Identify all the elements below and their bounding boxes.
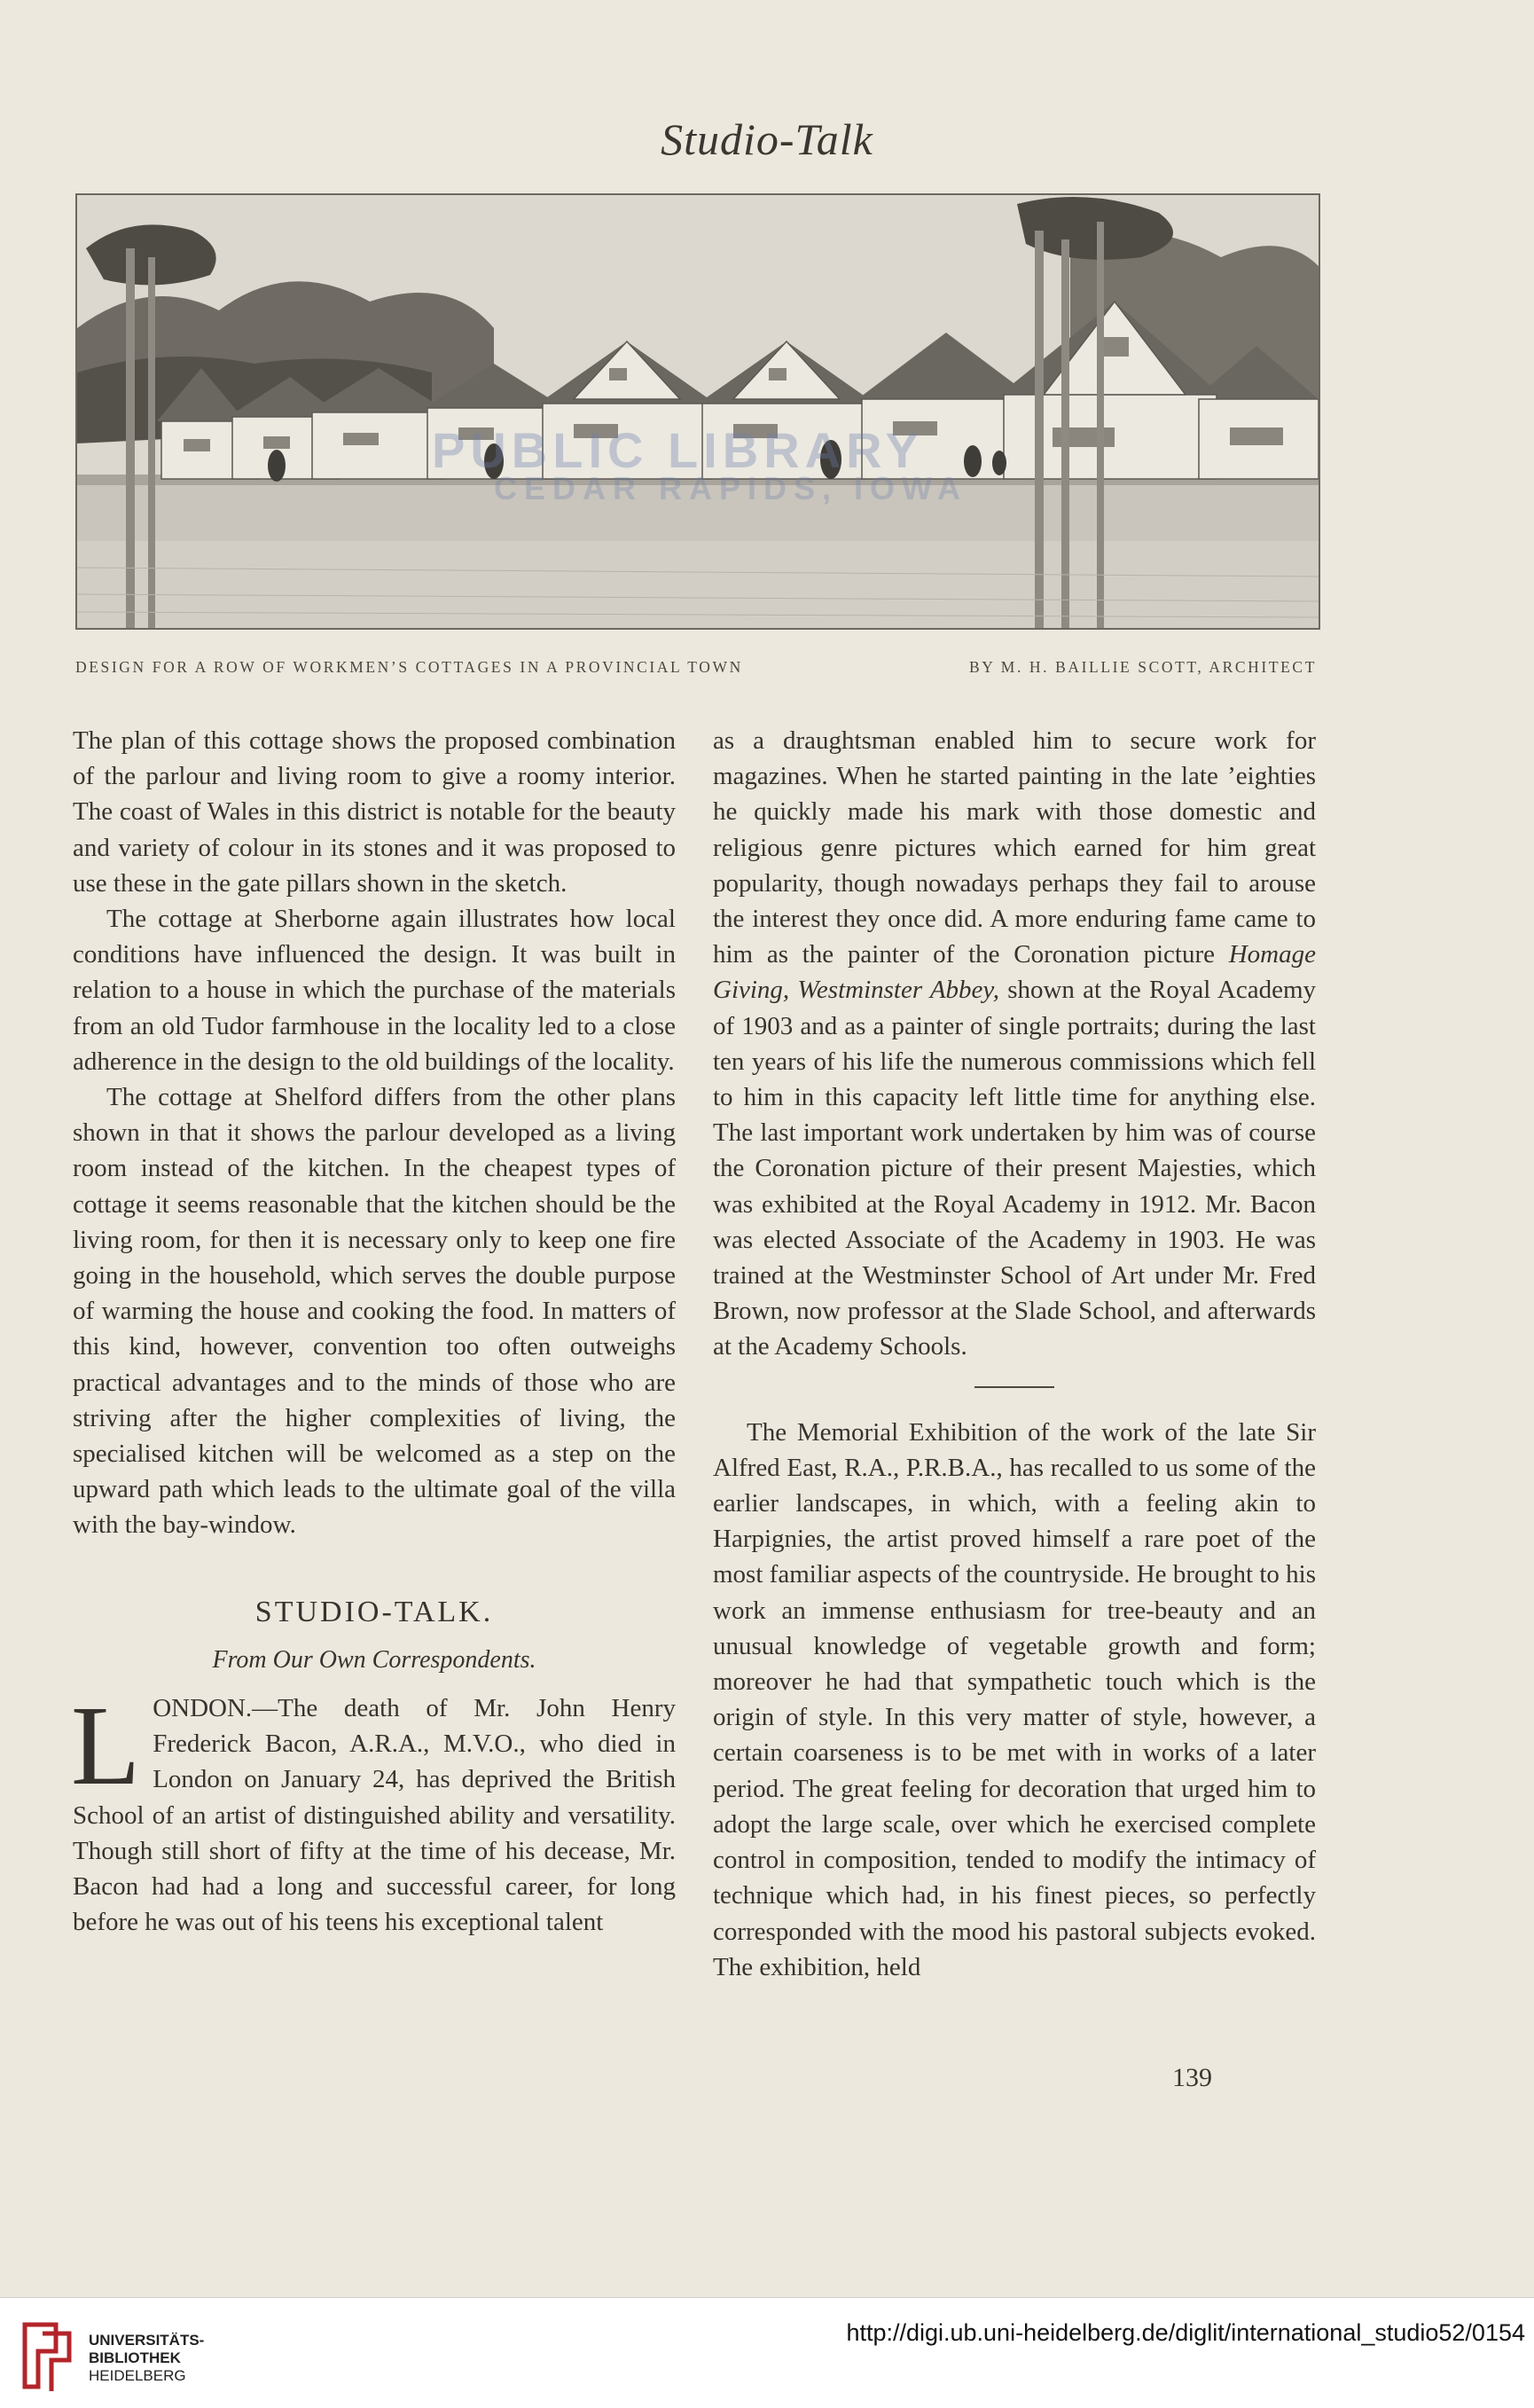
paragraph: The plan of this cottage shows the proposed combination of the parlour and living room to give a roomy interior. The coast of Wales in this district is notable for the beauty and variety of colour in its stones and it was proposed to use these in the gate pillars shown in the sketch. <box>73 726 676 898</box>
figure-caption <box>75 658 1317 677</box>
section-title: STUDIO-TALK. <box>254 1595 494 1628</box>
caption-title: DESIGN FOR A ROW OF WORKMEN’S COTTAGES IN A PROVINCIAL TOWN <box>75 658 743 676</box>
section-subtitle: From Our Own Correspondents. <box>212 1645 536 1674</box>
page-number: 139 <box>1172 2063 1212 2092</box>
paragraph: The cottage at Shelford differs from the other plans shown in that it shows the parlour developed as a living room instead of the kitchen. In the cheapest types of cottage it seems reasonable that the kitchen should be the living room, for then it is necessary only to keep one fire going in the household, which serves the double purpose of warming the house and cooking the food. In matters of this kind, however, convention too often outweighs practical advantages and to the minds of those who are striving after the higher complexities of living, the specialised kitchen will be welcomed as a step on the upward path which leads to the ultimate goal of the villa with the bay-window. <box>73 1083 676 1540</box>
painting-title: Homage Giving, Westminster Abbey, <box>713 940 1316 1005</box>
paragraph: The Memorial Exhibition of the work of the late Sir Alfred East, R.A., P.R.B.A., has recalled to us some of the earlier landscapes, in which, with a feeling akin to Harpignies, the artist proved himself a rare poet of the most familiar aspects of the countryside. He brought to his work an immense enthusiasm for tree-beauty and an unusual knowledge of vegetable growth and form; moreover he had that sympathetic touch which is the origin of style. In this very matter of style, however, a certain coarseness is to be met with in works of a later period. The great feeling for decoration that urged him to adopt the large scale, over which he exercised complete control in composition, tended to modify the intimacy of technique which had, in his finest pieces, so perfectly corresponded with the mood his pastoral subjects evoked. The exhibition, held <box>713 1417 1316 1981</box>
bacon-text-rest: shown at the Royal Academy of 1903 and as a painter of single portraits; during the last ten years of his life the numerous commissions which fell to him in this capacity left little time for anything else. The last important work undertaken by him was of course the Coronation picture of their present Majesties, which was exhibited at the Royal Academy in 1912. Mr. Bacon was elected Associate of the Academy in 1903. He was trained at the Westminster School of Art under Mr. Fred Brown, now professor at the Slade School, and afterwards at the Academy Schools. <box>713 976 1316 1361</box>
cottage-illustration <box>75 193 1320 630</box>
logo-line: UNIVERSITÄTS- <box>89 2332 205 2349</box>
caption-credit: BY M. H. BAILLIE SCOTT, ARCHITECT <box>968 658 1317 676</box>
drop-cap: L <box>71 1682 141 1809</box>
london-paragraph <box>71 1682 676 1940</box>
logo-line: BIBLIOTHEK <box>89 2349 181 2366</box>
logo-line: HEIDELBERG <box>89 2367 186 2384</box>
london-text: ONDON.—The death of Mr. John Henry Frederick Bacon, A.R.A., M.V.O., who died in London on January 24, has deprived the British School of an artist of distinguished ability and versatility. Though still short of fifty at the time of his decease, Mr. Bacon had had a long and successful career, for long before he was out of his teens his exceptional talent <box>73 1694 676 1937</box>
paragraph <box>713 723 1316 1365</box>
footer-bar <box>0 2297 1534 2408</box>
university-logo-icon <box>16 2316 78 2400</box>
right-column <box>713 723 1316 1985</box>
source-url-link[interactable]: http://digi.ub.uni-heidelberg.de/diglit/international_studio52/0154 <box>846 2319 1525 2346</box>
section-divider <box>974 1386 1054 1388</box>
paragraph: The cottage at Sherborne again illustrates how local conditions have influenced the design. It was built in relation to a house in which the purchase of the materials from an old Tudor farmhouse in the locality led to a close adherence in the design to the old buildings of the locality. <box>73 905 676 1076</box>
bacon-text: as a draughtsman enabled him to secure work for magazines. When he started painting in the late ’eighties he quickly made his mark with those domestic and religious genre pictures which earned for him great popularity, though nowadays perhaps they fail to arouse the interest they once did. A more enduring fame came to him as the painter of the Coronation picture <box>713 726 1316 969</box>
left-column <box>73 723 676 1941</box>
running-head: Studio-Talk <box>661 114 873 164</box>
library-stamp-location: CEDAR RAPIDS, IOWA <box>494 470 968 506</box>
library-stamp: PUBLIC LIBRARY <box>432 422 924 478</box>
university-logo-text <box>89 2332 204 2385</box>
